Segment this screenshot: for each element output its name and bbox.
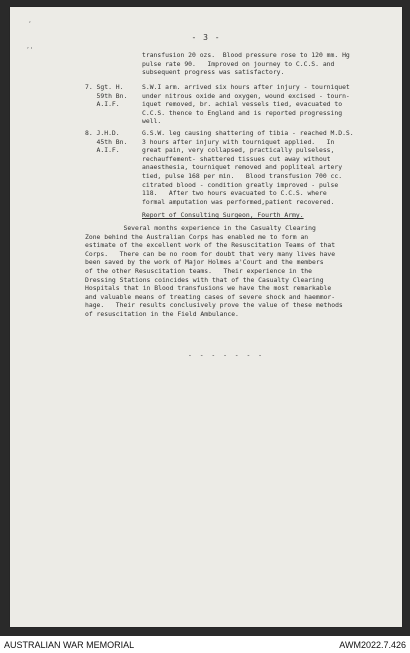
section-divider: - - - - - - - xyxy=(188,351,265,359)
corner-mark-2: ’‘ xyxy=(26,47,34,54)
case8-line-5: anaesthesia, tourniquet removed and popliteal artery xyxy=(142,163,343,172)
page-number: - 3 - xyxy=(191,33,221,42)
report-line-6: of the other Resuscitation teams. Their experience in the xyxy=(85,267,313,275)
case7-line-3: iquet removed, br. achial vessels tied, evacuated to xyxy=(142,100,343,109)
case7-label-1: 7. Sgt. H. xyxy=(85,83,124,91)
case8-line-2: 3 hours after injury with tourniquet applied. In xyxy=(142,137,335,146)
case8-label-3: A.I.F. xyxy=(85,146,120,155)
report-line-3: estimate of the excellent work of the Resuscitation Teams of that xyxy=(85,241,336,250)
intro-line-2: pulse rate 90. Improved on journey to C.C.S. and xyxy=(142,59,335,68)
footer-accession-number: AWM2022.7.426 xyxy=(339,640,406,650)
report-line-4: Corps. There can be no room for doubt that very many lives have xyxy=(85,249,336,258)
report-line-5: been saved by the work of Major Holmes a'Court and the members xyxy=(85,258,324,267)
intro-line-1: transfusion 20 ozs. Blood pressure rose to 120 mm. Hg xyxy=(142,51,350,59)
case8-line-4: rechauffement- shattered tissues cut away without xyxy=(142,154,331,163)
case8-label-2: 45th Bn. xyxy=(85,137,128,146)
document-page xyxy=(10,7,402,627)
case8-line-1: G.S.W. leg causing shattering of tibia - reached M.D.S. xyxy=(142,129,354,137)
footer-bar xyxy=(0,636,410,653)
report-line-1: Several months experience in the Casualty Clearing xyxy=(85,224,316,232)
case8-line-3: great pain, very collapsed, practically pulseless, xyxy=(142,146,335,155)
case8-line-8: 118. After two hours evacuated to C.C.S. where xyxy=(142,189,327,198)
report-line-10: hage. Their results conclusively prove the value of these methods xyxy=(85,301,343,310)
case8-line-9: formal amputation was performed,patient recovered. xyxy=(142,197,335,206)
report-line-8: Hospitals that in Blood transfusions we have the most remarkable xyxy=(85,284,332,293)
case7-label-2: 59th Bn. xyxy=(85,91,128,100)
case8-line-7: citrated blood - condition greatly improved - pulse xyxy=(142,180,339,189)
intro-line-3: subsequent progress was satisfactory. xyxy=(142,68,285,77)
case7-line-4: C.C.S. thence to England and is reported progressing xyxy=(142,108,343,117)
case8-label-1: 8. J.H.D. xyxy=(85,129,120,137)
corner-mark-1: ‘ xyxy=(28,21,32,28)
case7-line-5: well. xyxy=(142,117,162,126)
report-line-7: Dressing Stations coincides with that of the Casualty Clearing xyxy=(85,275,324,284)
report-heading: Report of Consulting Surgeon, Fourth Army. xyxy=(142,211,304,219)
case7-line-1: S.W.I arm. arrived six hours after injury - tourniquet xyxy=(142,83,350,91)
report-line-9: and valuable means of treating cases of severe shock and haemmor- xyxy=(85,292,336,301)
case7-line-2: under nitrous oxide and oxygen, wound excised - tourn- xyxy=(142,91,350,100)
report-line-11: of resuscitation in the Field Ambulance. xyxy=(85,310,239,318)
footer-institution: AUSTRALIAN WAR MEMORIAL xyxy=(4,640,135,650)
case7-label-3: A.I.F. xyxy=(85,100,120,109)
report-line-2: Zone behind the Australian Corps has enabled me to form an xyxy=(85,232,309,241)
case8-line-6: tied, pulse 168 per min. Blood transfusion 700 cc. xyxy=(142,172,343,180)
